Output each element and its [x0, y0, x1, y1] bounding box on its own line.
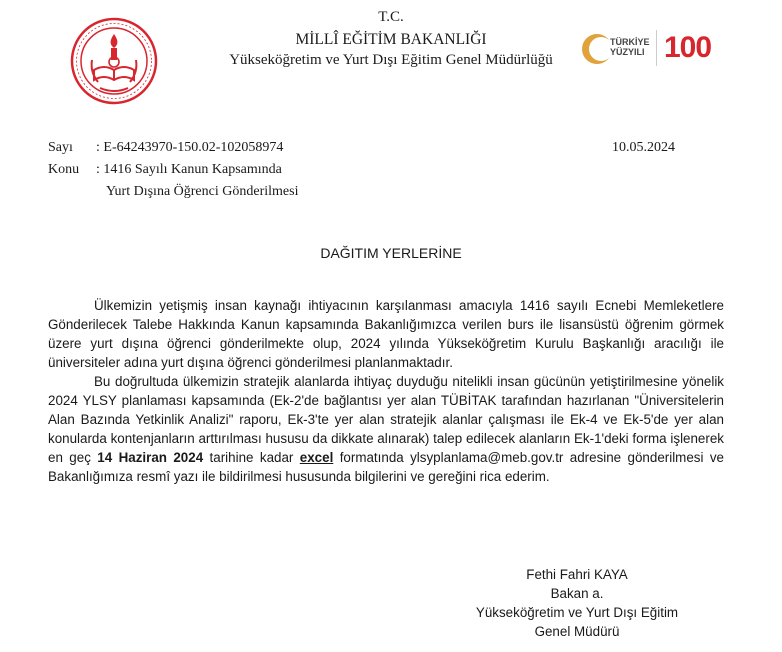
konu-value-cont: Yurt Dışına Öğrenci Gönderilmesi	[106, 184, 299, 199]
logo-text-turkiye: TÜRKİYE	[610, 37, 650, 47]
paragraph-2-text-b: tarihine kadar	[203, 450, 300, 465]
deadline-date: 14 Haziran 2024	[97, 450, 204, 465]
signature-block	[474, 565, 680, 641]
paragraph-1: Ülkemizin yetişmiş insan kaynağı ihtiyacının karşılanması amacıyla 1416 sayılı Ecnebi Memleketlere Gönderilecek Talebe Hakkında Kanun kapsamında Bakanlığımızca verilen burs ile lisansüstü öğrenim görmek üzere yurt dışına öğrenci gönderilmekte olup, 2024 yılında Yükseköğretim Kurulu Başkanlığı aracılığı ile üniversiteler adına yurt dışına öğrenci gönderilmesi planlanmaktadır.	[48, 298, 724, 370]
logo-text-yuzyili: YÜZYILI	[610, 47, 645, 57]
paragraph-2-text-c: formatında ylsyplanlama@meb.gov.tr adresine gönderilmesi ve Bakanlığımıza resmî yazı ile bildirilmesi hususunda bilgilerini ve gereğini rica ederim.	[48, 450, 724, 484]
konu-label: Konu	[48, 162, 80, 177]
signer-title-2: Yükseköğretim ve Yurt Dışı Eğitim	[475, 605, 679, 620]
signer-title-3: Genel Müdürü	[534, 624, 620, 639]
crescent-icon	[580, 32, 614, 66]
letter-body	[48, 296, 724, 486]
signer-name: Fethi Fahri KAYA	[526, 567, 628, 582]
paragraph-2	[48, 372, 724, 486]
konu-value: : 1416 Sayılı Kanun Kapsamında	[96, 162, 282, 177]
excel-format: excel	[299, 450, 334, 465]
header-tc: T.C.	[378, 9, 404, 25]
logo-100: 100	[664, 31, 712, 64]
recipient: DAĞITIM YERLERİNE	[320, 245, 462, 261]
header-directorate: Yükseköğretim ve Yurt Dışı Eğitim Genel Müdürlüğü	[229, 52, 553, 68]
signer-title-1: Bakan a.	[550, 586, 604, 601]
document-date: 10.05.2024	[612, 140, 675, 155]
paragraph-2-text-a: Bu doğrultuda ülkemizin stratejik alanlarda ihtiyaç duyduğu nitelikli insan gücünün yetiştirilmesine yönelik 2024 YLSY planlaması kapsamında (Ek-2'de bağlantısı yer alan TÜBİTAK tarafından hazırlanan "Üniversitelerin Alan Bazında Yetkinlik Analizi" raporu, Ek-3'te yer alan stratejik alanlar çalışması ile Ek-4 ve Ek-5'de yer alan konularda kontenjanların arttırılması hususu da dikkate alınarak) talep edilecek alanların Ek-1'deki forma işlenerek en geç	[48, 374, 724, 465]
turkiye-yuzyili-logo	[580, 30, 732, 70]
sayi-value: : E-64243970-150.02-102058974	[96, 140, 284, 155]
header-ministry: MİLLÎ EĞİTİM BAKANLIĞI	[295, 31, 487, 48]
sayi-label: Sayı	[48, 140, 73, 155]
